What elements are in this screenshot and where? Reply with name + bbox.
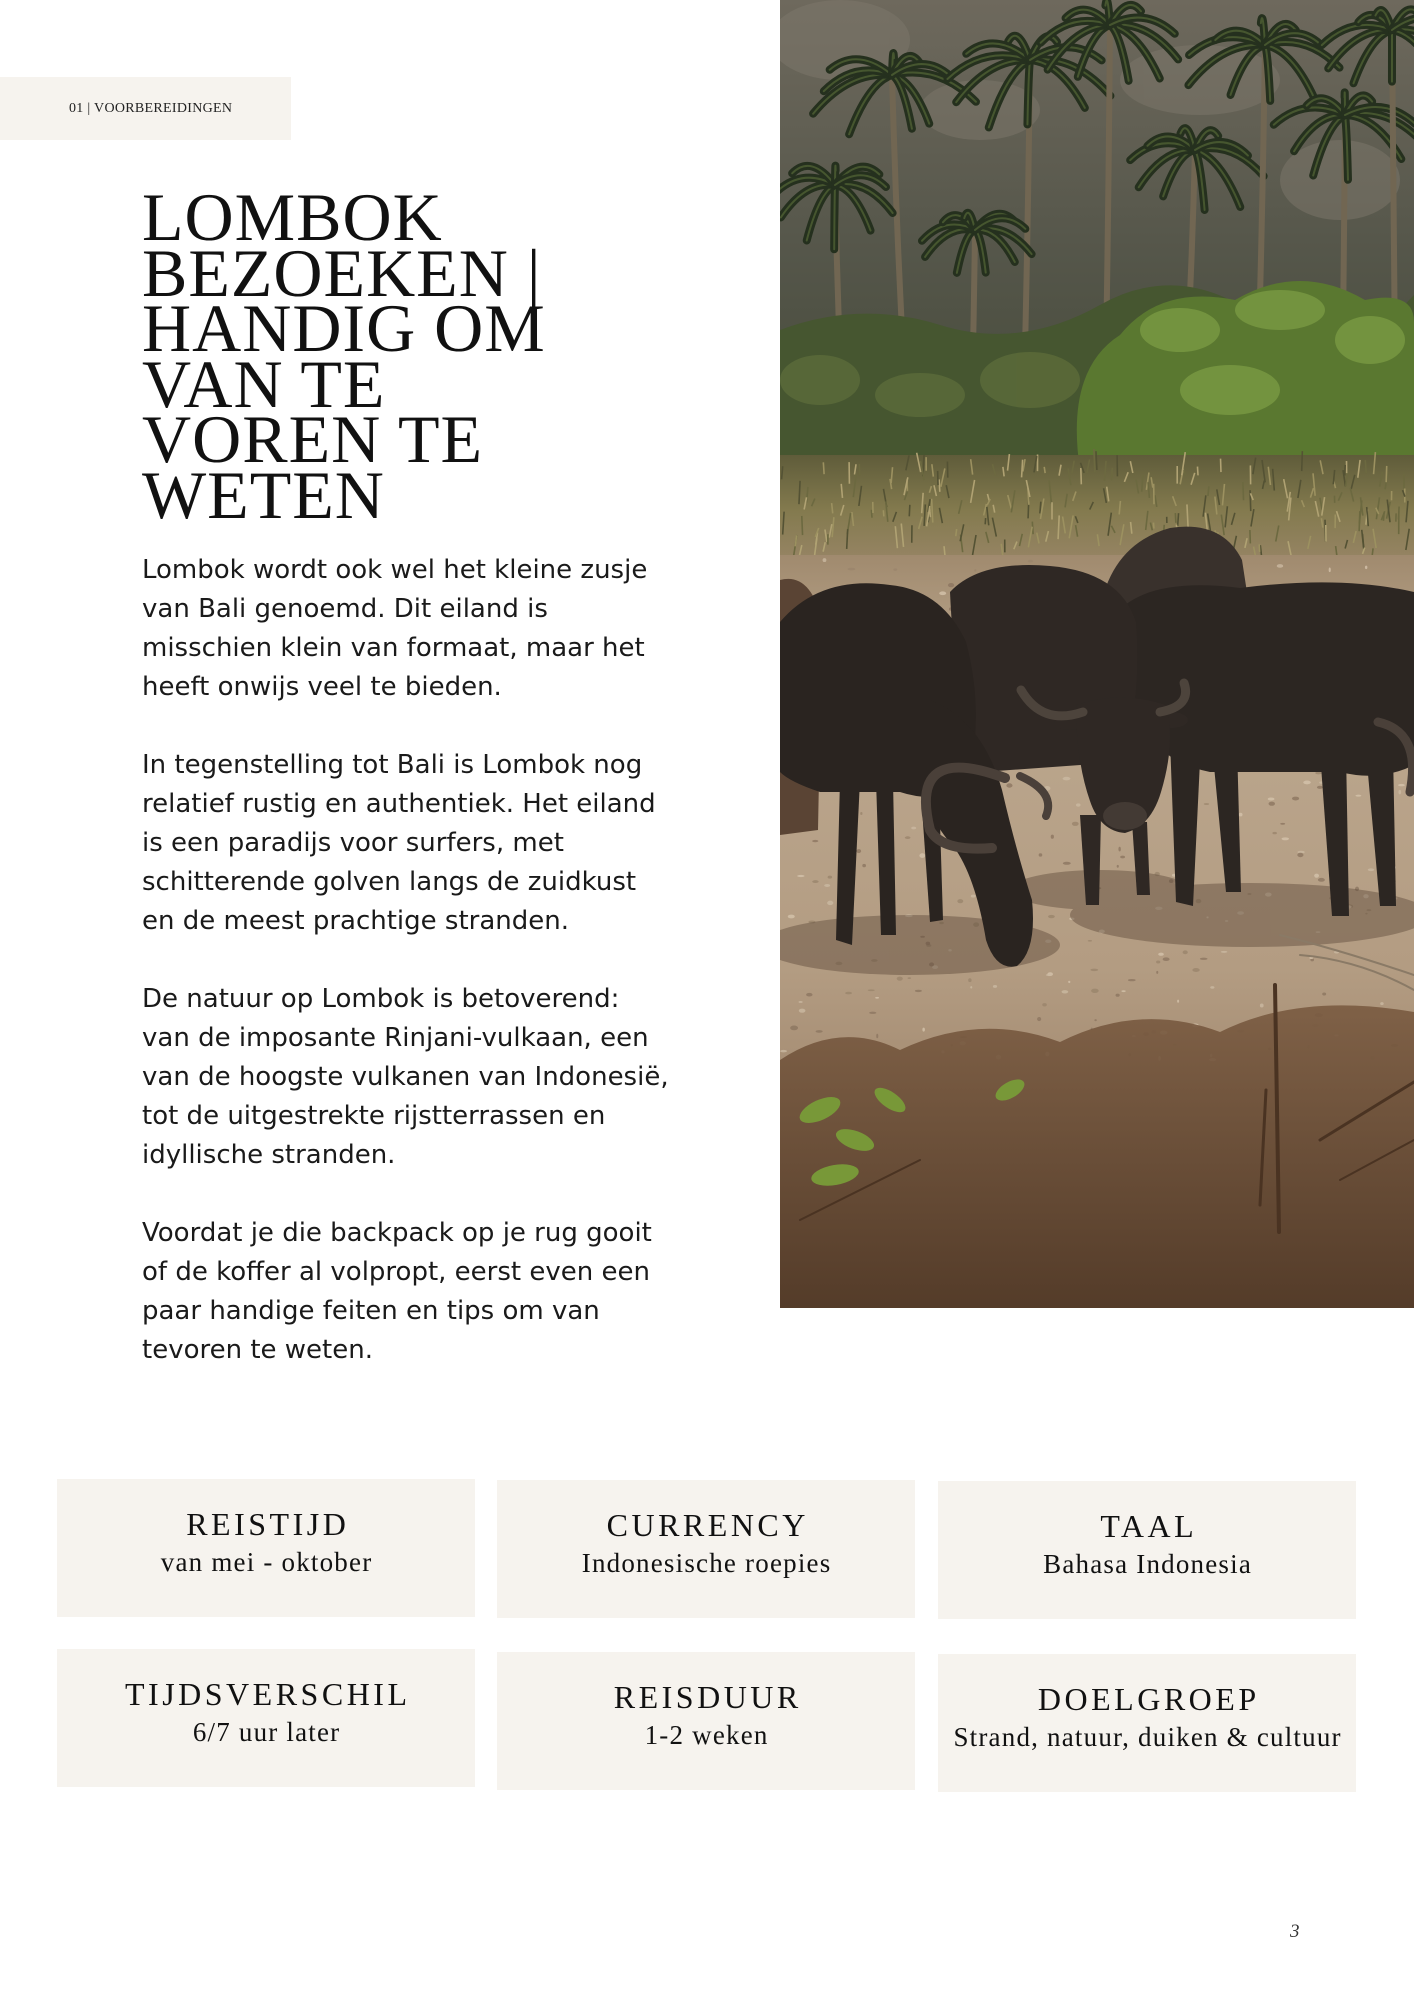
pebble [1048,915,1055,918]
title-line: VOREN TE [142,401,484,477]
pebble [824,884,830,887]
pebble [845,992,852,995]
grass-blade [939,479,940,491]
canopy-spot [1140,308,1220,352]
pebble [1076,803,1080,806]
body-text-line: van Bali genoemd. Dit eiland is [142,594,548,624]
pebble [1163,957,1170,961]
pebble [1200,958,1208,960]
pebble [1398,784,1405,786]
pebble [828,876,832,879]
pebble [1314,874,1319,878]
info-card-tijdsverschil [57,1649,475,1787]
info-card-label: REISDUUR [613,1679,802,1715]
grass-blade [944,546,945,556]
pebble [806,993,812,997]
pebble [1318,878,1325,882]
pebble [915,990,922,992]
title-line: LOMBOK [142,179,443,255]
buffalo-photo [780,0,1414,1308]
pebble [939,591,946,595]
pebble [1317,786,1323,789]
pebble [1088,940,1092,942]
grass-blade [1178,513,1179,526]
pebble [1315,772,1322,775]
grass-blade [909,505,910,517]
info-card-currency [497,1480,915,1618]
grass-blade [1112,468,1113,481]
pebble [1280,823,1285,825]
pebble [974,569,976,571]
pebble [1063,777,1071,781]
pebble [968,978,971,982]
pebble [1268,797,1275,800]
pebble [971,895,976,898]
pebble [1037,1017,1041,1021]
pebble [919,853,925,858]
canopy-spot [1235,290,1325,330]
pebble [1120,856,1125,859]
body-text-line: paar handige feiten en tips om van [142,1296,600,1326]
pebble [970,986,972,988]
pebble [1177,1000,1179,1003]
pebble [1204,803,1209,805]
pebble [1158,953,1164,956]
body-text-line: In tegenstelling tot Bali is Lombok nog [142,750,643,780]
grass-blade [1302,451,1303,471]
info-card-label: TAAL [1100,1508,1198,1544]
pebble [908,977,912,979]
body-text-line: idyllische stranden. [142,1140,396,1170]
foliage-spot [875,373,965,417]
body-text-line: Voordat je die backpack op je rug gooit [142,1218,652,1248]
body-text-line: tot de uitgestrekte rijstterrassen en [142,1101,606,1131]
shadow [1010,870,1190,910]
body-text-line: De natuur op Lombok is betoverend: [142,984,620,1014]
info-card-doelgroep [938,1654,1356,1792]
pebble [1183,950,1188,954]
pebble [799,1001,803,1003]
rock-patch [920,80,1040,140]
pebble [1329,568,1331,573]
grass-blade [1142,475,1143,491]
pebble [1042,1003,1047,1006]
intro-text [142,551,742,1370]
body-text-line: tevoren te weten. [142,1335,373,1365]
title-line: WETEN [142,456,385,533]
pebble [911,827,916,830]
pebble [1121,990,1125,992]
pebble [1297,853,1303,857]
body-text-line: van de imposante Rinjani-vulkaan, een [142,1023,649,1053]
grass-blade [823,462,824,474]
pebble [797,875,805,877]
grass-blade [883,510,884,516]
pebble [1368,868,1374,871]
grass-blade [1081,468,1082,484]
pebble [1072,822,1079,826]
pebble [1192,968,1199,972]
section-tag-label: 01 | VOORBEREIDINGEN [69,100,233,116]
pebble [1118,847,1120,852]
palm-frond-rib [834,185,835,249]
pebble [1221,951,1228,953]
grass-blade [1372,548,1373,555]
grass-blade [1094,449,1095,472]
pebble [1063,862,1071,865]
info-card-value: van mei - oktober [160,1547,373,1577]
info-card-value: 6/7 uur later [192,1717,341,1747]
section-tag [0,77,291,140]
pebble [1128,979,1136,981]
pebble [848,568,856,571]
title-line: HANDIG OM [142,290,546,366]
info-card-label: DOELGROEP [1037,1681,1260,1717]
pebble [1269,802,1275,806]
body-text-line: Lombok wordt ook wel het kleine zusje [142,555,648,585]
pebble [812,840,818,842]
pebble [1156,961,1160,964]
foliage-spot [980,352,1080,408]
info-card-value: Bahasa Indonesia [1043,1549,1253,1579]
foliage-spot [780,355,860,405]
pebble [1365,566,1367,569]
pebble [827,901,833,906]
title-line: VAN TE [142,345,386,422]
dry-brush [780,1005,1414,1308]
pebble [1260,1004,1264,1008]
body-text-line: heeft onwijs veel te bieden. [142,672,502,702]
pebble [1277,564,1283,568]
pebble [856,849,861,853]
grass-blade [1345,465,1346,476]
body-text-line: van de hoogste vulkanen van Indonesië, [142,1062,669,1092]
grass-blade [1175,513,1176,523]
pebble [869,1012,876,1014]
grass-blade [832,503,833,513]
canopy-spot [1180,365,1280,415]
pebble [1272,832,1276,834]
grass-blade [802,516,803,535]
canopy-spot [1335,316,1405,364]
grass-blade [782,466,783,479]
pebble [812,880,818,883]
pebble [1282,837,1290,840]
grass-blade [1058,515,1059,539]
pebble [897,977,903,981]
pebble [1062,990,1069,993]
grass-blade [1096,451,1097,470]
pebble [948,583,954,587]
pebble [816,1030,823,1033]
pebble [860,812,862,815]
body-text-line: en de meest prachtige stranden. [142,906,569,936]
pebble [823,558,827,562]
grass-blade [1386,466,1387,482]
body-text-line: is een paradijs voor surfers, met [142,828,564,858]
grass-blade [1359,511,1360,531]
grass-blade [1243,482,1244,500]
grass-blade [956,529,957,536]
pebble [876,1034,878,1039]
pebble [1239,813,1243,817]
pebble [1051,835,1054,839]
pebble [875,997,879,999]
grass-blade [1365,460,1366,473]
pebble [1039,853,1043,856]
grass-strip [780,455,1414,565]
pebble [1380,1002,1384,1005]
pebble [862,864,866,867]
body-paragraph [142,1214,742,1370]
body-paragraph [142,551,742,707]
grass-blade [847,529,848,549]
info-card-label: TIJDSVERSCHIL [124,1676,411,1712]
buffalo-muzzle [1103,802,1147,830]
info-card-label: REISTIJD [186,1506,350,1542]
pebble [1292,797,1299,801]
grass-blade [1040,502,1041,514]
pebble [1046,974,1052,976]
grass-blade [1398,507,1399,520]
pebble [1117,865,1119,868]
pebble [780,1050,787,1052]
pebble [788,915,795,919]
buffalo-photo-graphic [780,0,1414,1308]
body-text-line: schitterende golven langs de zuidkust [142,867,637,897]
grass-blade [871,510,872,518]
title-line: BEZOEKEN | [142,234,542,311]
pebble [893,568,897,570]
grass-blade [1044,467,1045,473]
pebble [790,1026,798,1031]
pebble [1210,986,1214,989]
grass-blade [1197,467,1198,476]
grass-blade [799,481,800,504]
info-card-reistijd [57,1479,475,1617]
info-card-value: 1-2 weken [644,1720,769,1750]
body-text-line: of de koffer al volpropt, eerst even een [142,1257,650,1287]
pebble [868,989,875,991]
pebble [1068,981,1070,983]
pebble [1006,783,1012,787]
grass-blade [1022,460,1023,478]
body-text-line: misschien klein van formaat, maar het [142,633,645,663]
info-card-value: Strand, natuur, duiken & cultuur [953,1722,1342,1752]
info-card-label: CURRENCY [606,1507,809,1543]
grass-blade [1208,486,1209,496]
pebble [922,1028,925,1032]
pebble [1090,969,1098,972]
pebble [1091,989,1099,993]
pebble [1303,781,1311,785]
info-card-reisduur [497,1652,915,1790]
page-title [142,179,546,533]
body-text-line: relatief rustig en authentiek. Het eiland [142,789,656,819]
pebble [1398,790,1401,794]
pebble [993,985,997,988]
body-paragraph [142,980,742,1175]
pebble [1355,795,1361,797]
pebble [1094,1019,1096,1021]
info-card-value: Indonesische roepies [581,1548,832,1578]
info-card-taal [938,1481,1356,1619]
pebble [1116,994,1120,997]
pebble [957,899,963,903]
body-paragraph [142,746,742,941]
pebble [799,1009,806,1013]
page-number: 3 [1290,1921,1300,1942]
pebble [1156,971,1158,974]
pebble [1028,560,1033,563]
pebble [1322,992,1326,995]
pebble [905,836,911,839]
